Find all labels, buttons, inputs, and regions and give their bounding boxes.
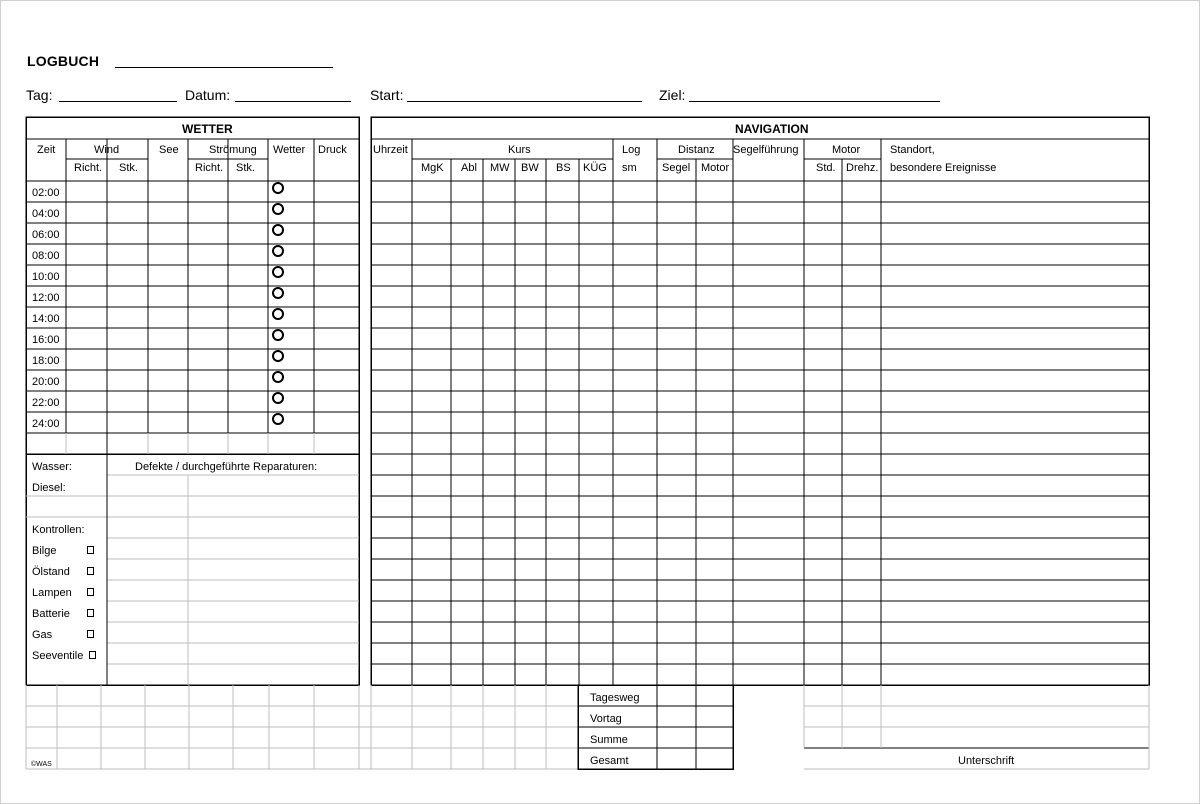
col-drehz: Drehz. [846,162,879,174]
check-label: Ölstand [32,566,70,578]
col-bw: BW [521,162,539,174]
time-label: 18:00 [32,355,60,367]
weather-circle-icon[interactable] [272,371,284,383]
weather-title: WETTER [182,122,233,136]
col-log: Log [622,144,641,156]
col-stroemung: Strömung [209,144,257,156]
navigation-title: NAVIGATION [735,122,809,136]
weather-circle-icon[interactable] [272,245,284,257]
col-wind-stk: Stk. [119,162,138,174]
kontrollen-label: Kontrollen: [32,524,85,536]
datum-label: Datum: [185,87,231,103]
col-kueg: KÜG [583,162,607,174]
tagesweg-label: Tagesweg [590,692,640,704]
weather-circle-icon[interactable] [272,182,284,194]
col-ereignisse: besondere Ereignisse [890,162,997,174]
weather-circle-icon[interactable] [272,266,284,278]
weather-circle-icon[interactable] [272,329,284,341]
col-std: Std. [816,162,836,174]
checkbox[interactable] [87,546,94,554]
checkbox[interactable] [89,651,96,659]
defekte-label: Defekte / durchgeführte Reparaturen: [135,461,318,473]
time-label: 12:00 [32,292,60,304]
col-mgk: MgK [421,162,444,174]
weather-circle-icon[interactable] [272,224,284,236]
col-see: See [159,144,179,156]
col-motor-distanz: Motor [701,162,730,174]
col-sm: sm [622,162,637,174]
ziel-label: Ziel: [659,87,686,103]
col-segel: Segel [662,162,691,174]
check-label: Bilge [32,545,57,557]
col-druck: Druck [318,144,347,156]
summe-label: Summe [590,734,628,746]
col-wetter: Wetter [273,144,306,156]
tag-label: Tag: [26,87,53,103]
col-zeit: Zeit [37,144,56,156]
check-label: Batterie [32,608,70,620]
weather-circle-icon[interactable] [272,392,284,404]
weather-circle-icon[interactable] [272,203,284,215]
col-segelfuehrung: Segelführung [733,144,799,156]
signature-label: Unterschrift [958,755,1015,767]
col-uhrzeit: Uhrzeit [373,144,408,156]
time-label: 06:00 [32,229,60,241]
copyright: ©WAS [31,761,52,768]
col-abl: Abl [461,162,477,174]
checkbox[interactable] [87,588,94,596]
logbook-title: LOGBUCH [27,53,100,69]
time-label: 22:00 [32,397,60,409]
time-label: 10:00 [32,271,60,283]
col-kurs: Kurs [508,144,531,156]
vortag-label: Vortag [590,713,622,725]
checkbox[interactable] [87,567,94,575]
col-standort: Standort, [890,144,935,156]
logbook-grid [1,1,1199,803]
time-label: 02:00 [32,187,60,199]
weather-circle-icon[interactable] [272,350,284,362]
check-label: Seeventile [32,650,84,662]
weather-circle-icon[interactable] [272,308,284,320]
col-wind: Wind [94,144,120,156]
weather-circle-icon[interactable] [272,287,284,299]
time-label: 04:00 [32,208,60,220]
col-mw: MW [490,162,510,174]
time-label: 08:00 [32,250,60,262]
col-bs: BS [556,162,571,174]
wasser-label: Wasser: [32,461,72,473]
checkbox[interactable] [87,630,94,638]
checkbox[interactable] [87,609,94,617]
col-stroemung-richt: Richt. [195,162,224,174]
col-wind-richt: Richt. [74,162,103,174]
start-label: Start: [370,87,404,103]
col-distanz: Distanz [678,144,715,156]
check-label: Lampen [32,587,72,599]
col-stroemung-stk: Stk. [236,162,255,174]
weather-circle-icon[interactable] [272,413,284,425]
time-label: 20:00 [32,376,60,388]
time-label: 24:00 [32,418,60,430]
gesamt-label: Gesamt [590,755,629,767]
time-label: 14:00 [32,313,60,325]
check-label: Gas [32,629,53,641]
diesel-label: Diesel: [32,482,66,494]
time-label: 16:00 [32,334,60,346]
col-motor: Motor [832,144,861,156]
